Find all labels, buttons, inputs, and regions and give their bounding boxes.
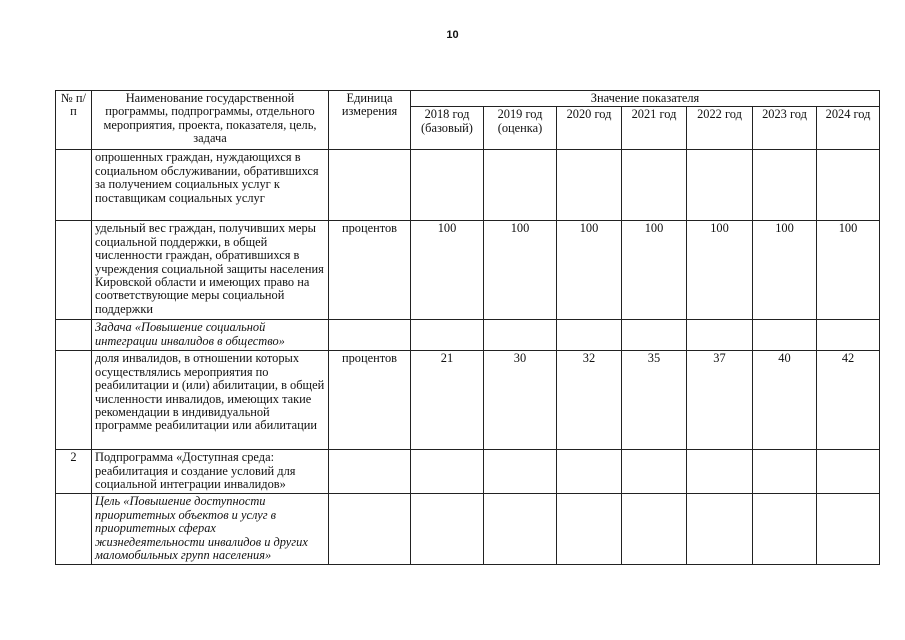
indicators-table: [55, 90, 880, 565]
row-value: [484, 150, 557, 221]
header-year: 2020 год: [557, 107, 622, 150]
row-value: [411, 450, 484, 494]
row-value: 32: [557, 351, 622, 450]
header-name: Наименование государственной программы, подпрограммы, отдельного мероприятия, проекта, показателя, цель, задача: [92, 91, 329, 150]
header-year: 2021 год: [622, 107, 687, 150]
table-row: [56, 351, 880, 450]
row-value: [817, 450, 880, 494]
row-value: [411, 494, 484, 565]
row-value: [557, 450, 622, 494]
table-row: [56, 494, 880, 565]
row-value: [817, 320, 880, 351]
row-name: доля инвалидов, в отношении которых осуществлялись мероприятия по реабилитации и (или) абилитации, в общей численности инвалидов, имеющих такие рекомендации в индивидуальной программе реабилитации или абилитации: [92, 351, 329, 450]
row-value: 100: [687, 221, 753, 320]
row-unit: [329, 450, 411, 494]
row-value: 100: [411, 221, 484, 320]
row-value: 100: [622, 221, 687, 320]
row-value: [484, 450, 557, 494]
row-value: [622, 450, 687, 494]
row-value: [484, 494, 557, 565]
header-num: № п/п: [56, 91, 92, 150]
row-value: [622, 494, 687, 565]
row-num: [56, 221, 92, 320]
row-value: [753, 320, 817, 351]
row-value: [411, 320, 484, 351]
row-value: 42: [817, 351, 880, 450]
row-num: [56, 320, 92, 351]
table-row: [56, 450, 880, 494]
row-value: 100: [753, 221, 817, 320]
row-value: [687, 150, 753, 221]
table-row: [56, 150, 880, 221]
row-value: 21: [411, 351, 484, 450]
header-year: 2019 год (оценка): [484, 107, 557, 150]
header-value-group: Значение показателя: [411, 91, 880, 107]
row-value: 37: [687, 351, 753, 450]
row-unit: [329, 494, 411, 565]
table-row: [56, 221, 880, 320]
row-value: [753, 494, 817, 565]
row-value: 100: [484, 221, 557, 320]
header-year: 2022 год: [687, 107, 753, 150]
row-value: 100: [557, 221, 622, 320]
header-year: 2023 год: [753, 107, 817, 150]
row-unit: процентов: [329, 351, 411, 450]
row-num: [56, 494, 92, 565]
row-value: [687, 494, 753, 565]
row-value: [817, 494, 880, 565]
row-name: Задача «Повышение социальной интеграции инвалидов в общество»: [92, 320, 329, 351]
row-value: [484, 320, 557, 351]
row-unit: процентов: [329, 221, 411, 320]
row-value: [557, 494, 622, 565]
row-unit: [329, 320, 411, 351]
header-year: 2018 год (базовый): [411, 107, 484, 150]
row-value: [753, 450, 817, 494]
row-num: 2: [56, 450, 92, 494]
table-row: [56, 320, 880, 351]
page-number: 10: [446, 29, 459, 41]
row-name: Цель «Повышение доступности приоритетных объектов и услуг в приоритетных сферах жизнедеятельности инвалидов и других маломобильных групп населения»: [92, 494, 329, 565]
row-value: [557, 150, 622, 221]
row-value: [622, 150, 687, 221]
row-name: опрошенных граждан, нуждающихся в социальном обслуживании, обратившихся за получением социальных услуг к поставщикам социальных услуг: [92, 150, 329, 221]
row-value: 30: [484, 351, 557, 450]
row-num: [56, 150, 92, 221]
row-value: [687, 320, 753, 351]
row-name: Подпрограмма «Доступная среда: реабилитация и создание условий для социальной интеграции инвалидов»: [92, 450, 329, 494]
row-value: [622, 320, 687, 351]
row-value: [411, 150, 484, 221]
row-name: удельный вес граждан, получивших меры социальной поддержки, в общей численности граждан, обратившихся в учреждения социальной защиты населения Кировской области и имеющих право на соответствующие меры социальной поддержки: [92, 221, 329, 320]
row-value: [817, 150, 880, 221]
row-value: [753, 150, 817, 221]
header-row-1: [56, 91, 880, 107]
row-value: [687, 450, 753, 494]
row-value: 100: [817, 221, 880, 320]
row-num: [56, 351, 92, 450]
header-year: 2024 год: [817, 107, 880, 150]
header-unit: Единица измерения: [329, 91, 411, 150]
row-value: [557, 320, 622, 351]
row-value: 35: [622, 351, 687, 450]
row-unit: [329, 150, 411, 221]
row-value: 40: [753, 351, 817, 450]
